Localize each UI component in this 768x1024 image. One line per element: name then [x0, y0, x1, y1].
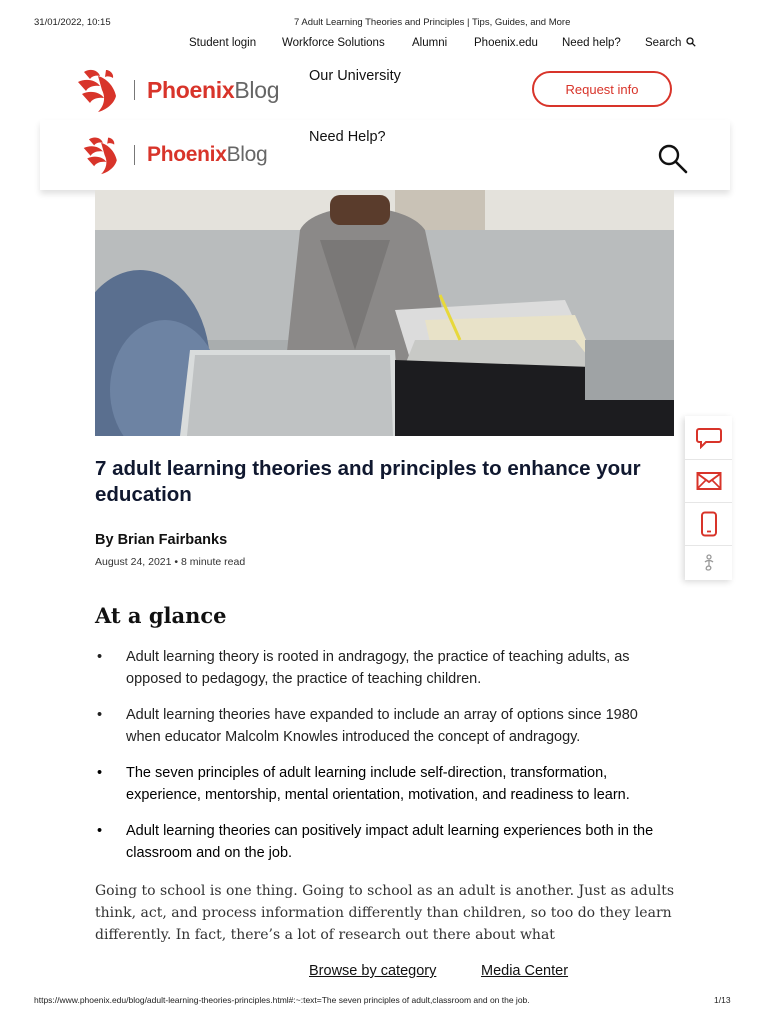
article-intro-paragraph: Going to school is one thing. Going to school as an adult is another. Just as adults think, act, and process information differently than children, so too do they learn differently. In fact, there’s a lot of research out there about what: [95, 883, 675, 943]
utility-search-label: Search: [645, 37, 682, 49]
print-datetime: 31/01/2022, 10:15: [34, 17, 111, 28]
logo-brand-main: Phoenix: [147, 143, 227, 166]
article-title: 7 adult learning theories and principles to enhance your education: [95, 457, 641, 506]
logo-wordmark: [147, 143, 267, 167]
list-item: [95, 646, 675, 690]
nav-our-university[interactable]: Our University: [309, 68, 401, 84]
bullet-text: Adult learning theory is rooted in andragogy, the practice of teaching adults, as opposed to pedagogy, the practice of teaching children.: [126, 649, 630, 687]
phone-button[interactable]: [685, 502, 732, 546]
utility-alumni[interactable]: Alumni: [412, 37, 448, 49]
request-info-button[interactable]: Request info: [532, 71, 672, 107]
media-center-link[interactable]: Media Center: [481, 963, 569, 979]
mail-icon: [696, 471, 722, 491]
nav-need-help[interactable]: Need Help?: [309, 129, 386, 145]
phoenix-blog-logo[interactable]: [76, 66, 279, 114]
accessibility-button[interactable]: [685, 545, 732, 580]
bullet-dot: •: [97, 649, 103, 665]
logo-brand-main: Phoenix: [147, 76, 235, 103]
chat-icon: [696, 427, 722, 449]
glance-bullet-list: [95, 646, 675, 878]
bullet-dot: •: [97, 707, 103, 723]
print-page-number: 1/13: [714, 995, 731, 1005]
logo-divider: [134, 145, 135, 165]
side-contact-rail: [685, 416, 732, 580]
at-a-glance-heading: At a glance: [95, 603, 227, 628]
bullet-dot: •: [97, 823, 103, 839]
accessibility-icon: [702, 554, 716, 572]
browse-by-category-link[interactable]: Browse by category: [309, 963, 437, 979]
utility-search[interactable]: [645, 37, 696, 49]
list-item: [95, 820, 675, 864]
logo-brand-sub: Blog: [234, 76, 280, 103]
hero-image: [95, 190, 674, 436]
print-footer-url: https://www.phoenix.edu/blog/adult-learning-theories-principles.html#:~:text=The seven principles of adult,classroom and on the job.: [34, 995, 530, 1005]
utility-student-login[interactable]: Student login: [189, 37, 257, 49]
email-button[interactable]: [685, 459, 732, 503]
utility-need-help[interactable]: Need help?: [562, 37, 621, 49]
phoenix-bird-icon: [76, 66, 122, 114]
logo-brand-sub: Blog: [226, 143, 268, 166]
logo-wordmark: [147, 77, 279, 104]
logo-divider: [134, 80, 135, 100]
list-item: [95, 704, 675, 748]
sticky-phoenix-blog-logo[interactable]: [82, 134, 267, 176]
bullet-text: Adult learning theories can positively impact adult learning experiences both in the classroom and on the job.: [126, 823, 654, 861]
utility-workforce-solutions[interactable]: Workforce Solutions: [282, 37, 385, 49]
search-icon[interactable]: [657, 143, 689, 175]
phone-icon: [700, 511, 718, 537]
print-page-title: 7 Adult Learning Theories and Principles | Tips, Guides, and More: [294, 17, 571, 28]
bullet-text: The seven principles of adult learning include self-direction, transformation, experience, mentorship, mental orientation, motivation, and readiness to learn.: [126, 765, 630, 803]
list-item: [95, 762, 675, 806]
bullet-dot: •: [97, 765, 103, 781]
article-author[interactable]: By Brian Fairbanks: [95, 532, 228, 548]
chat-button[interactable]: [685, 416, 732, 460]
phoenix-bird-icon: [82, 134, 122, 176]
article-meta: August 24, 2021 • 8 minute read: [95, 556, 246, 568]
bullet-text: Adult learning theories have expanded to include an array of options since 1980 when educator Malcolm Knowles introduced the concept of andragogy.: [126, 707, 638, 745]
search-icon: [686, 37, 696, 47]
utility-phoenix-edu[interactable]: Phoenix.edu: [474, 37, 538, 49]
